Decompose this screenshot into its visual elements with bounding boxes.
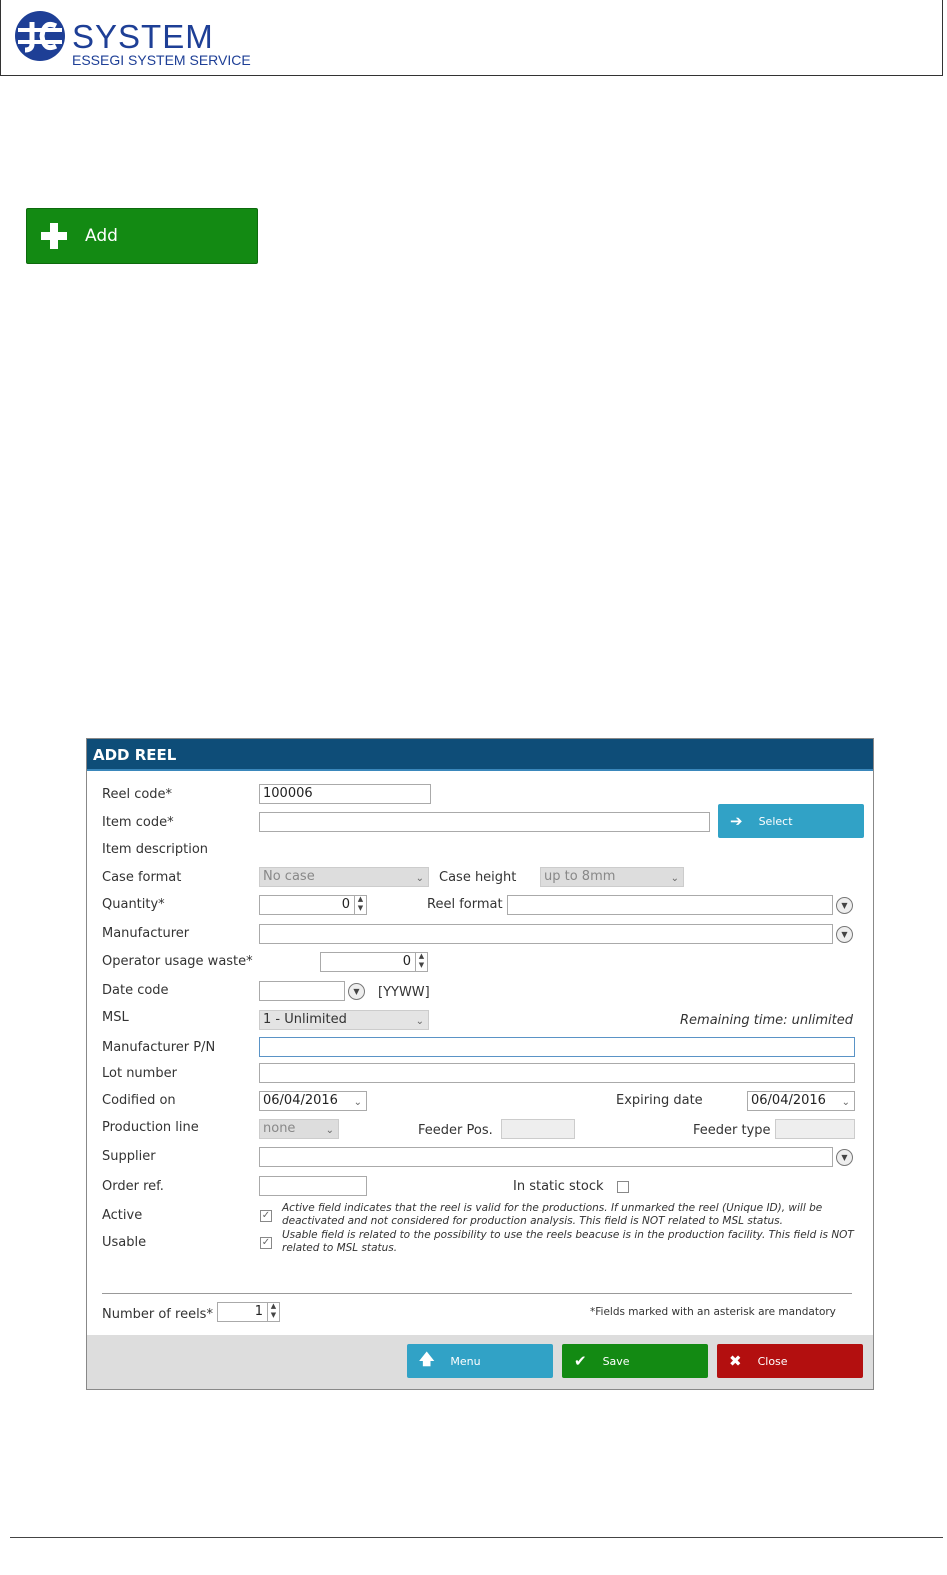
quantity-stepper[interactable] — [259, 895, 367, 915]
expiring-date-label: Expiring date — [616, 1093, 703, 1108]
codified-on-value: 06/04/2016 — [263, 1093, 338, 1108]
dialog-title: ADD REEL — [87, 739, 873, 771]
spinner-arrows-icon[interactable]: ▲ ▼ — [415, 952, 427, 972]
divider — [102, 1293, 852, 1294]
number-of-reels-value: 1 — [254, 1304, 263, 1319]
manufacturer-label: Manufacturer — [102, 926, 190, 941]
item-code-input[interactable] — [259, 812, 710, 832]
chevron-down-icon: ⌄ — [415, 1016, 424, 1027]
date-code-input[interactable] — [259, 981, 345, 1001]
active-checkbox[interactable]: ✓ — [261, 1210, 271, 1221]
feeder-pos-input[interactable] — [501, 1119, 575, 1139]
msl-label: MSL — [102, 1010, 129, 1025]
case-format-select[interactable] — [259, 867, 429, 887]
date-code-label: Date code — [102, 983, 169, 998]
reel-code-label: Reel code* — [102, 787, 173, 802]
chevron-down-icon: ⌄ — [670, 873, 679, 884]
chevron-down-icon: ⌄ — [415, 873, 424, 884]
close-icon: ✖ — [729, 1352, 742, 1370]
codified-on-picker[interactable] — [259, 1091, 367, 1111]
reel-format-input[interactable] — [507, 895, 833, 915]
feeder-type-input[interactable] — [775, 1119, 855, 1139]
active-label: Active — [102, 1208, 143, 1223]
dialog-footer — [87, 1335, 873, 1389]
mandatory-note: *Fields marked with an asterisk are mandatory — [590, 1306, 836, 1318]
remaining-time: Remaining time: unlimited — [680, 1013, 853, 1028]
production-line-value: none — [263, 1121, 296, 1136]
operator-usage-waste-value: 0 — [402, 954, 411, 969]
number-of-reels-stepper[interactable] — [217, 1302, 280, 1322]
case-format-label: Case format — [102, 870, 182, 885]
reel-code-input[interactable]: 100006 — [259, 784, 431, 804]
case-height-value: up to 8mm — [544, 869, 616, 884]
chevron-down-icon: ⌄ — [841, 1097, 850, 1108]
manufacturer-pn-input[interactable] — [259, 1037, 855, 1057]
save-button-label: Save — [602, 1354, 630, 1368]
msl-select[interactable] — [259, 1010, 429, 1030]
title-underline — [87, 769, 873, 771]
case-height-label: Case height — [439, 870, 517, 885]
item-code-label: Item code* — [102, 815, 174, 830]
case-format-value: No case — [263, 869, 315, 884]
lot-number-label: Lot number — [102, 1066, 177, 1081]
arrow-up-icon: 🡅 — [419, 1349, 435, 1368]
save-button[interactable] — [562, 1344, 708, 1378]
date-code-hint: [YYWW] — [378, 985, 430, 1000]
expiring-date-value: 06/04/2016 — [751, 1093, 826, 1108]
production-line-label: Production line — [102, 1120, 199, 1135]
brand-subtitle: ESSEGI SYSTEM SERVICE — [72, 52, 251, 68]
chevron-down-circle-icon[interactable]: ▼ — [836, 897, 853, 914]
select-button[interactable] — [718, 804, 864, 838]
feeder-type-label: Feeder type — [693, 1123, 771, 1138]
msl-value: 1 - Unlimited — [263, 1012, 347, 1027]
plus-icon — [41, 223, 67, 249]
order-ref-input[interactable] — [259, 1176, 367, 1196]
menu-button[interactable] — [407, 1344, 553, 1378]
spinner-arrows-icon[interactable]: ▲ ▼ — [354, 895, 366, 915]
chevron-down-icon: ⌄ — [353, 1097, 362, 1108]
in-static-stock-label: In static stock — [513, 1179, 604, 1194]
chevron-down-circle-icon[interactable]: ▼ — [348, 983, 365, 1000]
chevron-down-circle-icon[interactable]: ▼ — [836, 1149, 853, 1166]
number-of-reels-label: Number of reels* — [102, 1307, 213, 1322]
operator-usage-waste-stepper[interactable] — [320, 952, 428, 972]
operator-usage-waste-label: Operator usage waste* — [102, 954, 253, 969]
feeder-pos-label: Feeder Pos. — [418, 1123, 493, 1138]
codified-on-label: Codified on — [102, 1093, 176, 1108]
production-line-select[interactable] — [259, 1119, 339, 1139]
add-reel-dialog — [86, 738, 874, 1390]
close-button[interactable] — [717, 1344, 863, 1378]
expiring-date-picker[interactable] — [747, 1091, 855, 1111]
usable-checkbox[interactable]: ✓ — [261, 1237, 271, 1248]
chevron-down-icon: ⌄ — [325, 1125, 334, 1136]
case-height-select[interactable] — [540, 867, 684, 887]
supplier-label: Supplier — [102, 1149, 156, 1164]
add-button-label: Add — [85, 226, 118, 246]
select-button-label: Select — [758, 814, 793, 828]
arrow-right-icon: ➔ — [730, 812, 743, 830]
menu-button-label: Menu — [450, 1354, 481, 1368]
manufacturer-input[interactable] — [259, 924, 833, 944]
in-static-stock-checkbox[interactable] — [617, 1181, 629, 1193]
close-button-label: Close — [757, 1354, 788, 1368]
spinner-arrows-icon[interactable]: ▲ ▼ — [267, 1302, 279, 1322]
supplier-input[interactable] — [259, 1147, 833, 1167]
jc-logo-icon — [14, 10, 70, 62]
usable-label: Usable — [102, 1235, 147, 1250]
check-icon: ✔ — [574, 1352, 587, 1370]
lot-number-input[interactable] — [259, 1063, 855, 1083]
quantity-label: Quantity* — [102, 897, 165, 912]
brand-name: SYSTEM — [72, 18, 214, 55]
manufacturer-pn-label: Manufacturer P/N — [102, 1040, 216, 1055]
item-description-label: Item description — [102, 842, 209, 857]
quantity-value: 0 — [341, 897, 350, 912]
page-footer-line — [10, 1537, 943, 1538]
chevron-down-circle-icon[interactable]: ▼ — [836, 926, 853, 943]
reel-format-label: Reel format — [427, 897, 503, 912]
usable-note: Usable field is related to the possibility to use the reels beacuse is in the production facility. This field is NOT related to MSL status. — [282, 1229, 854, 1254]
order-ref-label: Order ref. — [102, 1179, 164, 1194]
active-note: Active field indicates that the reel is valid for the productions. If unmarked the reel (Unique ID), will be deactivated and not considered for production analysis. This field is NOT related to MSL status. — [282, 1202, 823, 1227]
add-button[interactable] — [26, 208, 258, 264]
